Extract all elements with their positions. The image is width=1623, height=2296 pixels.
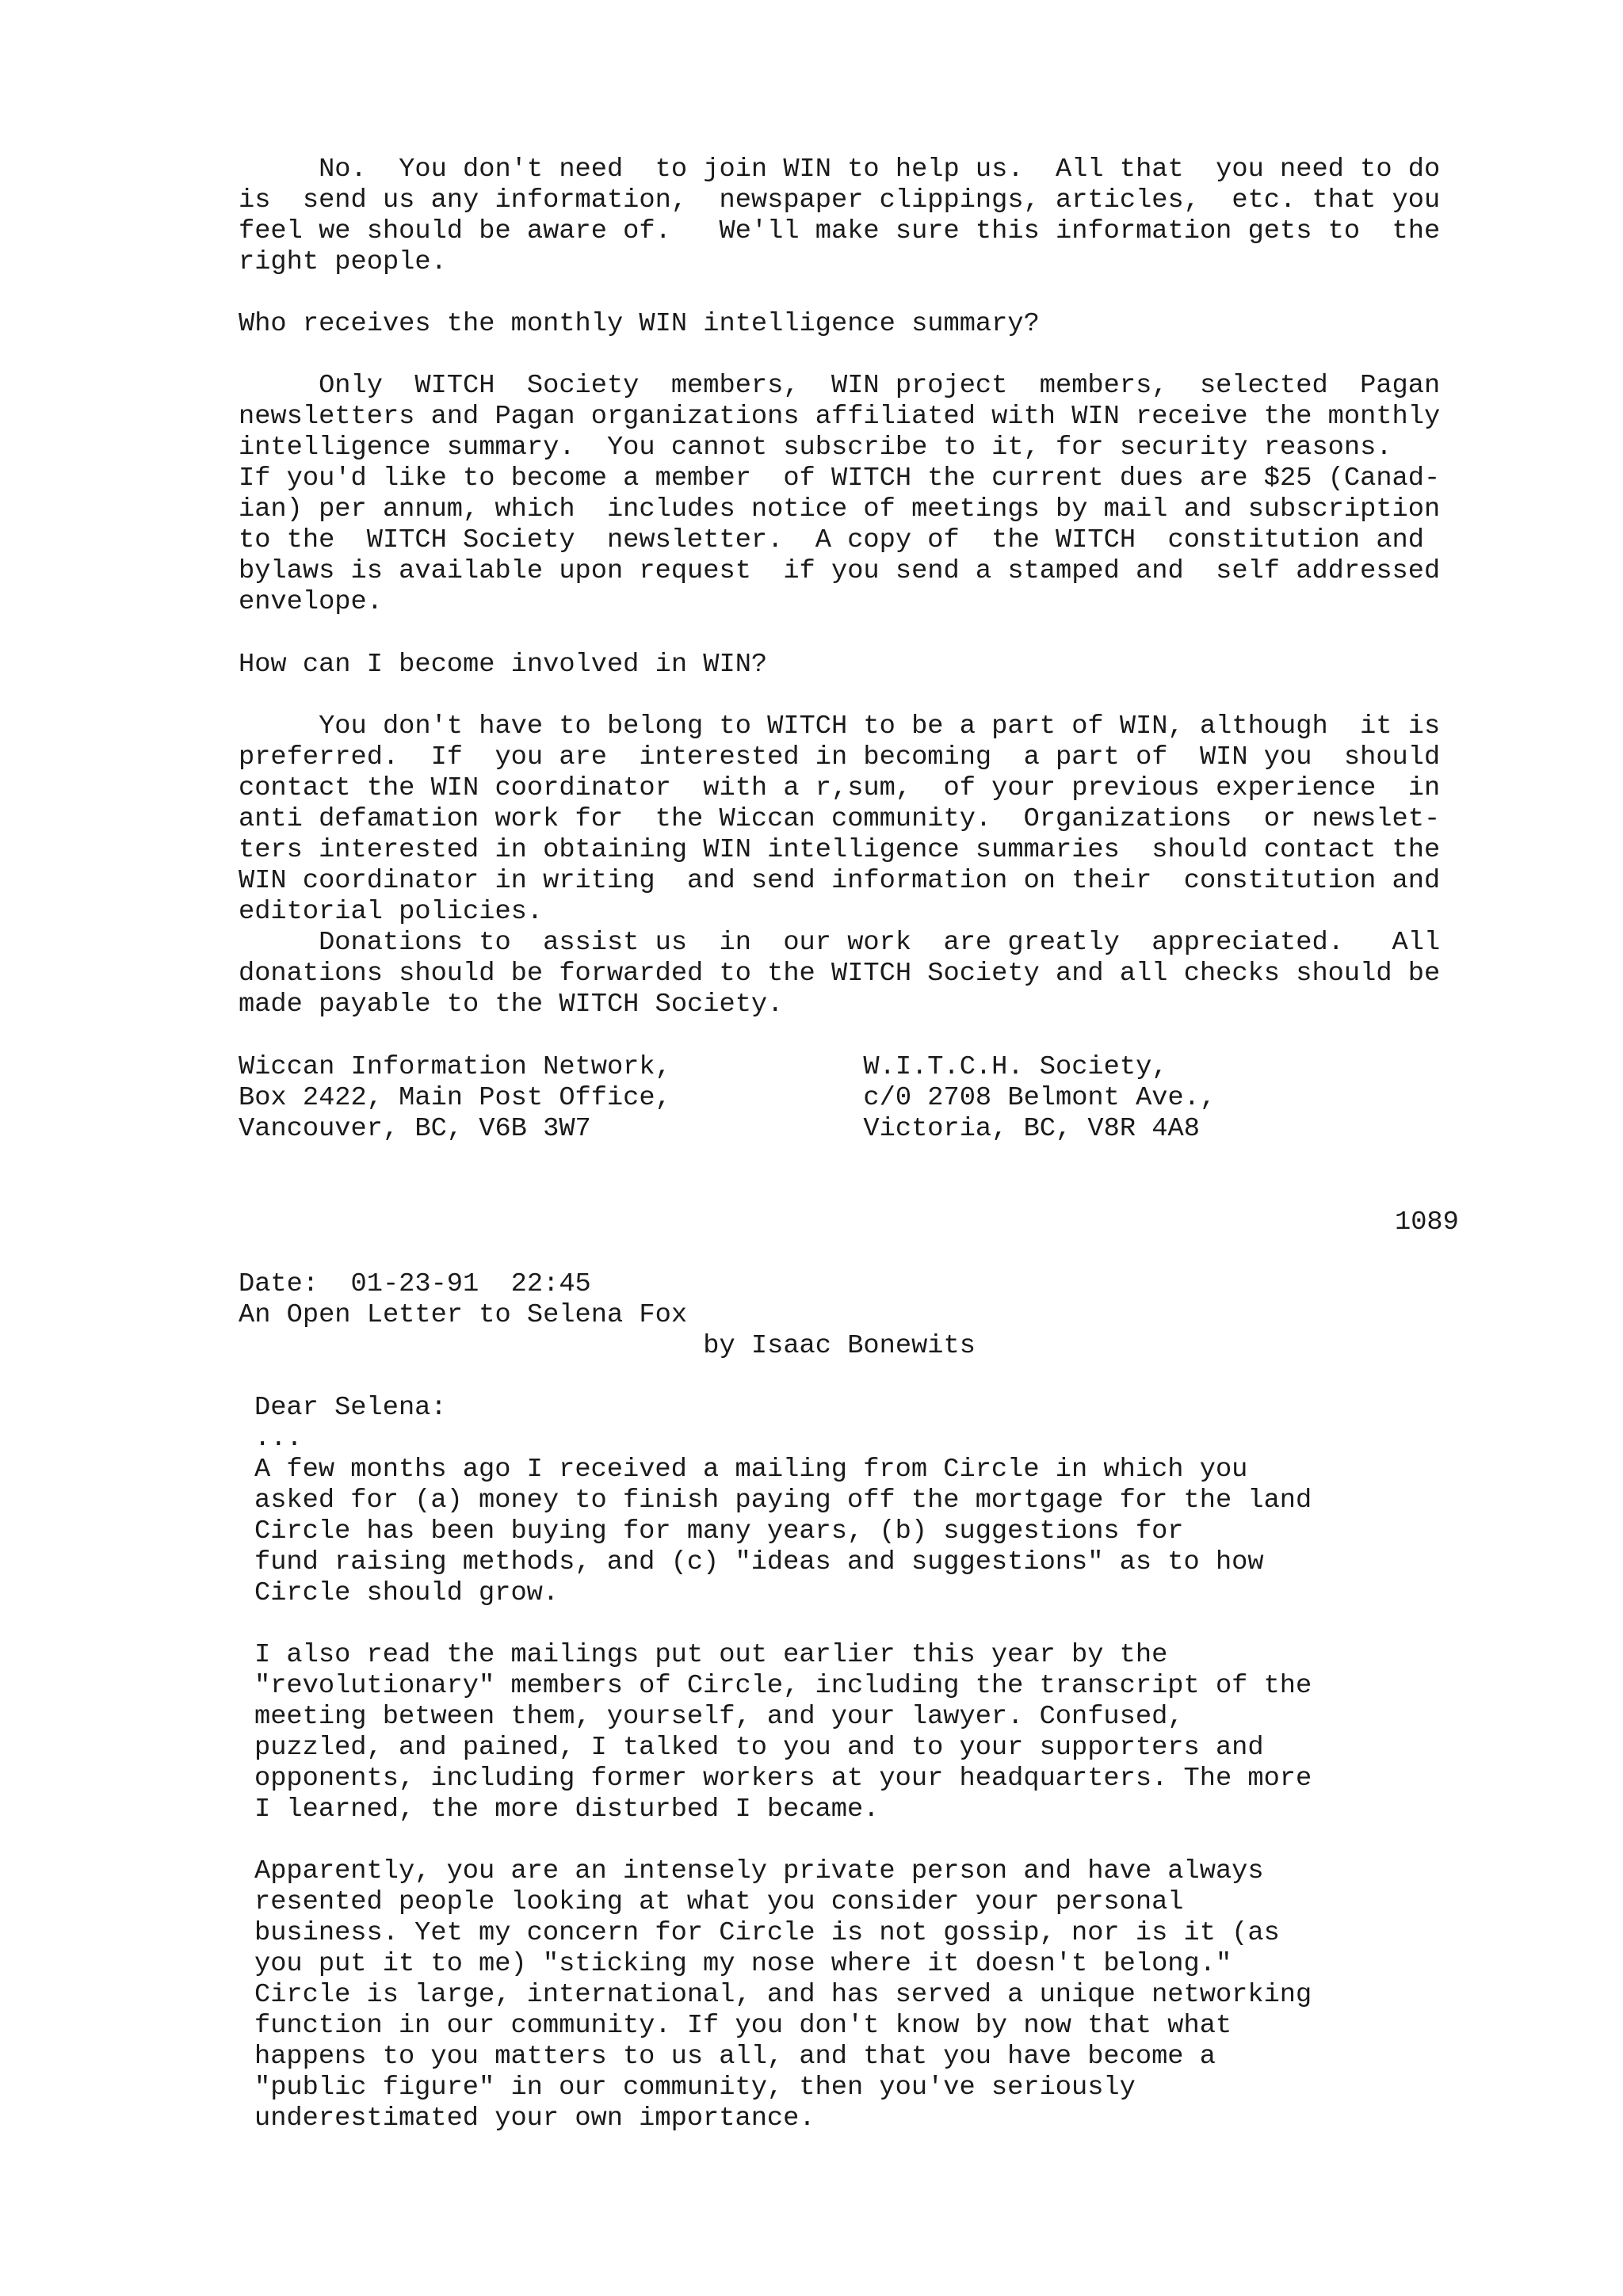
letter-paragraph: Apparently, you are an intensely private person and have always resented people looking at what you consider your personal business. Yet my concern for Circle is not gossip, nor is it (as you put it to me) "sticking my nose where it doesn't belong." Circle is large, international, and has served a unique networking function in our community. If you don't know by now that what happens to you matters to us all, and that you have become a "public figure" in our community, then you've seriously underestimated your own importance.	[254, 1856, 1312, 2134]
question-summary-heading: Who receives the monthly WIN intelligence summary?	[239, 309, 1040, 339]
letter-paragraph: A few months ago I received a mailing from Circle in which you asked for (a) money to finish paying off the mortgage for the land Circle has been buying for many years, (b) suggestions for fund raising methods, and (c) "ideas and suggestions" as to how Circle should grow.	[254, 1455, 1312, 1608]
answer-involved-paragraph: You don't have to belong to WITCH to be a part of WIN, although it is preferred. If you are interested in becoming a part of WIN you should contact the WIN coordinator with a r,sum, of your previous experience in anti defamation work for the Wiccan community. Organizations or newslet- ters interested in obtaining WIN intelligence summaries should contact the WIN coordinator in writing and send information on their constitution and editorial policies. Donations to assist us in our work are greatly appreciated. All donations should be forwarded to the WITCH Society and all checks should be made payable to the WITCH Society.	[239, 711, 1441, 1020]
letter-salutation: Dear Selena: ...	[254, 1393, 447, 1454]
question-involved-heading: How can I become involved in WIN?	[239, 650, 768, 680]
contact-addresses: Wiccan Information Network, W.I.T.C.H. Society, Box 2422, Main Post Office, c/0 2708 Belmont Ave., Vancouver, BC, V6B 3W7 Victoria, BC, V8R 4A8	[239, 1052, 1216, 1144]
page-number: 1089	[1395, 1207, 1459, 1238]
answer-summary-paragraph: Only WITCH Society members, WIN project members, selected Pagan newsletters and Pagan organizations affiliated with WIN receive the monthly intelligence summary. You cannot subscribe to it, for security reasons. If you'd like to become a member of WITCH the current dues are $25 (Canad- ian) per annum, which includes notice of meetings by mail and subscription to the WITCH Society newsletter. A copy of the WITCH constitution and bylaws is available upon request if you send a stamped and self addressed envelope.	[239, 371, 1441, 617]
letter-header: Date: 01-23-91 22:45 An Open Letter to Selena Fox by Isaac Bonewits	[239, 1269, 976, 1361]
answer-join-paragraph: No. You don't need to join WIN to help us. All that you need to do is send us any information, newspaper clippings, articles, etc. that you feel we should be aware of. We'll make sure this information gets to the right people.	[239, 154, 1441, 277]
letter-paragraph: I also read the mailings put out earlier this year by the "revolutionary" members of Circle, including the transcript of the meeting between them, yourself, and your lawyer. Confused, puzzled, and pained, I talked to you and to your supporters and opponents, including former workers at your headquarters. The more I learned, the more disturbed I became.	[254, 1640, 1312, 1825]
